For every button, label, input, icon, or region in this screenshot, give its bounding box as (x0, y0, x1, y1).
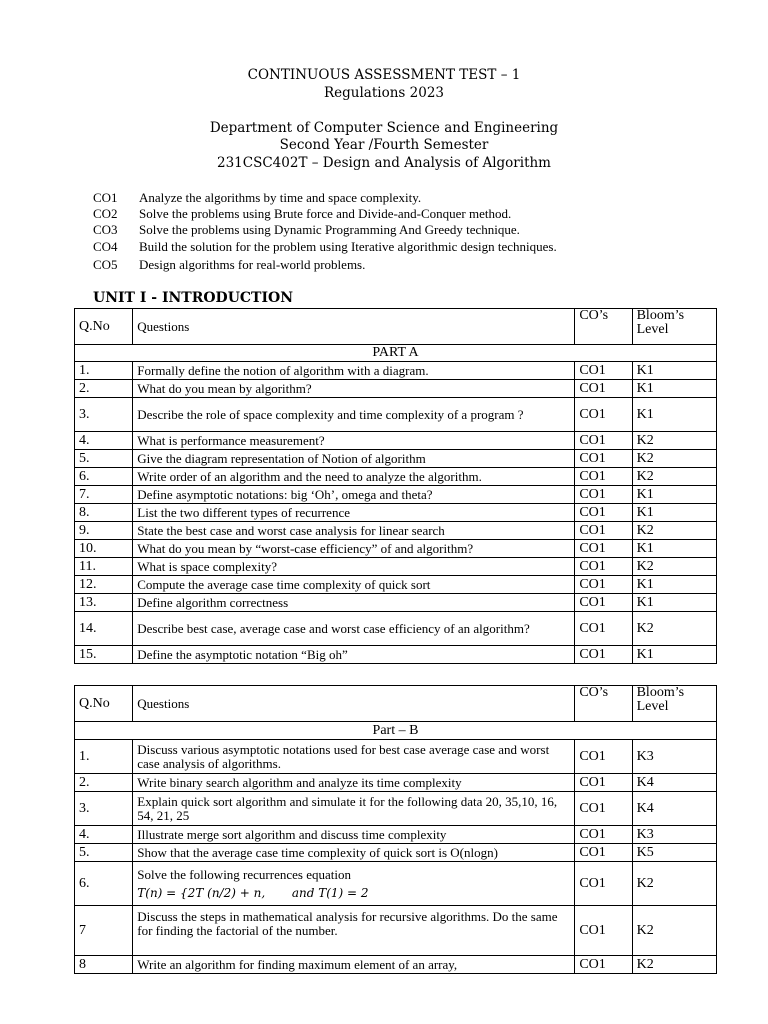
q-number: 4. (75, 826, 133, 844)
co-cell: CO1 (575, 740, 632, 774)
table-header-row (75, 309, 717, 345)
bloom-cell: K1 (632, 504, 716, 522)
co-cell: CO1 (575, 504, 632, 522)
co-cell: CO1 (575, 540, 632, 558)
co-cell: CO1 (575, 956, 632, 974)
question-text: Formally define the notion of algorithm with a diagram. (133, 362, 575, 380)
question-line: Solve the following recurrences equation (137, 866, 351, 882)
table-row (75, 844, 717, 862)
q-number: 11. (75, 558, 133, 576)
bloom-cell: K1 (632, 398, 716, 432)
regulations: Regulations 2023 (324, 85, 444, 101)
bloom-cell: K1 (632, 540, 716, 558)
bloom-cell: K3 (632, 740, 716, 774)
q-number: 4. (75, 432, 133, 450)
department: Department of Computer Science and Engineering (209, 120, 559, 136)
question-text (133, 862, 575, 906)
q-number: 13. (75, 594, 133, 612)
bloom-cell: K5 (632, 844, 716, 862)
question-text: Define asymptotic notations: big ‘Oh’, omega and theta? (133, 486, 575, 504)
question-text: Compute the average case time complexity of quick sort (133, 576, 575, 594)
co-cell: CO1 (575, 398, 632, 432)
bloom-cell: K2 (632, 612, 716, 646)
bloom-cell: K2 (632, 558, 716, 576)
table-row (75, 646, 717, 664)
test-title: CONTINUOUS ASSESSMENT TEST – 1 (247, 67, 521, 83)
table-row (75, 956, 717, 974)
co-item: CO5 Design algorithms for real-world problems. (93, 257, 366, 272)
table-row (75, 862, 717, 906)
co-cell: CO1 (575, 646, 632, 664)
q-number: 14. (75, 612, 133, 646)
co-cell: CO1 (575, 558, 632, 576)
co-cell: CO1 (575, 594, 632, 612)
co-item: CO3 Solve the problems using Dynamic Programming And Greedy technique. (93, 222, 520, 237)
co-item: CO1 Analyze the algorithms by time and space complexity. (93, 190, 422, 205)
q-number: 8 (75, 956, 133, 974)
header-qno: Q.No (75, 686, 133, 722)
header-qno: Q.No (75, 309, 133, 345)
header-questions: Questions (133, 309, 575, 345)
table-row (75, 594, 717, 612)
table-row (75, 468, 717, 486)
bloom-cell: K3 (632, 826, 716, 844)
question-text: State the best case and worst case analysis for linear search (133, 522, 575, 540)
bloom-cell: K4 (632, 792, 716, 826)
bloom-cell: K1 (632, 594, 716, 612)
bloom-cell: K2 (632, 862, 716, 906)
course-title: 231CSC402T – Design and Analysis of Algorithm (217, 155, 551, 171)
bloom-cell: K1 (632, 576, 716, 594)
header-questions: Questions (133, 686, 575, 722)
bloom-cell: K2 (632, 468, 716, 486)
bloom-cell: K2 (632, 956, 716, 974)
co-cell: CO1 (575, 486, 632, 504)
question-text: Give the diagram representation of Notion of algorithm (133, 450, 575, 468)
table-row (75, 826, 717, 844)
question-text: What do you mean by “worst-case efficiency” of and algorithm? (133, 540, 575, 558)
bloom-cell: K1 (632, 646, 716, 664)
question-text: List the two different types of recurrence (133, 504, 575, 522)
q-number: 1. (75, 740, 133, 774)
q-number: 2. (75, 774, 133, 792)
q-number: 2. (75, 380, 133, 398)
co-cell: CO1 (575, 792, 632, 826)
table-row (75, 540, 717, 558)
header-blooms: Bloom’s Level (632, 686, 716, 722)
header-cos: CO’s (575, 686, 632, 722)
co-item: CO2 Solve the problems using Brute force and Divide-and-Conquer method. (93, 206, 512, 221)
q-number: 9. (75, 522, 133, 540)
q-number: 5. (75, 450, 133, 468)
question-text: Define the asymptotic notation “Big oh” (133, 646, 575, 664)
question-text: Define algorithm correctness (133, 594, 575, 612)
year-semester: Second Year /Fourth Semester (279, 137, 489, 153)
question-text: Describe the role of space complexity and time complexity of a program ? (133, 398, 575, 432)
table-row (75, 486, 717, 504)
bloom-cell: K4 (632, 774, 716, 792)
co-cell: CO1 (575, 432, 632, 450)
co-cell: CO1 (575, 774, 632, 792)
q-number: 12. (75, 576, 133, 594)
bloom-cell: K1 (632, 486, 716, 504)
table-row (75, 362, 717, 380)
question-text: What is performance measurement? (133, 432, 575, 450)
table-row (75, 522, 717, 540)
question-text: Write binary search algorithm and analyze its time complexity (133, 774, 575, 792)
table-row (75, 774, 717, 792)
co-cell: CO1 (575, 576, 632, 594)
header-blooms: Bloom’s Level (632, 309, 716, 345)
question-text: Show that the average case time complexity of quick sort is O(nlogn) (133, 844, 575, 862)
co-cell: CO1 (575, 522, 632, 540)
question-text: Describe best case, average case and worst case efficiency of an algorithm? (133, 612, 575, 646)
part-label-row (75, 345, 717, 362)
part-b-table (74, 685, 717, 974)
part-a-label: PART A (75, 345, 717, 362)
question-text: What do you mean by algorithm? (133, 380, 575, 398)
co-cell: CO1 (575, 468, 632, 486)
co-cell: CO1 (575, 362, 632, 380)
bloom-cell: K1 (632, 362, 716, 380)
q-number: 8. (75, 504, 133, 522)
co-cell: CO1 (575, 906, 632, 956)
bloom-cell: K1 (632, 380, 716, 398)
co-cell: CO1 (575, 450, 632, 468)
question-text: Discuss the steps in mathematical analysis for recursive algorithms. Do the same for finding the factorial of the number. (133, 906, 575, 956)
table-row (75, 792, 717, 826)
table-row (75, 450, 717, 468)
q-number: 3. (75, 792, 133, 826)
bloom-cell: K2 (632, 432, 716, 450)
bloom-cell: K2 (632, 522, 716, 540)
co-cell: CO1 (575, 826, 632, 844)
table-row (75, 398, 717, 432)
part-b-label: Part – B (75, 722, 717, 740)
table-row (75, 432, 717, 450)
co-cell: CO1 (575, 844, 632, 862)
table-row (75, 504, 717, 522)
question-text: Write an algorithm for finding maximum element of an array, (133, 956, 575, 974)
table-row (75, 740, 717, 774)
q-number: 10. (75, 540, 133, 558)
question-text: Discuss various asymptotic notations used for best case average case and worst case analysis of algorithms. (133, 740, 575, 774)
q-number: 7 (75, 906, 133, 956)
q-number: 7. (75, 486, 133, 504)
part-label-row (75, 722, 717, 740)
part-a-table (74, 308, 717, 664)
q-number: 15. (75, 646, 133, 664)
q-number: 5. (75, 844, 133, 862)
bloom-cell: K2 (632, 450, 716, 468)
co-cell: CO1 (575, 380, 632, 398)
q-number: 6. (75, 862, 133, 906)
header-cos: CO’s (575, 309, 632, 345)
unit-title: UNIT I - INTRODUCTION (93, 290, 293, 306)
bloom-cell: K2 (632, 906, 716, 956)
question-text: Illustrate merge sort algorithm and discuss time complexity (133, 826, 575, 844)
table-row (75, 906, 717, 956)
table-header-row (75, 686, 717, 722)
co-cell: CO1 (575, 862, 632, 906)
table-row (75, 558, 717, 576)
table-row (75, 612, 717, 646)
table-row (75, 380, 717, 398)
table-row (75, 576, 717, 594)
co-cell: CO1 (575, 612, 632, 646)
question-text: Write order of an algorithm and the need to analyze the algorithm. (133, 468, 575, 486)
q-number: 6. (75, 468, 133, 486)
q-number: 1. (75, 362, 133, 380)
recurrence-equation: T(n) = {2T (n/2) + n, and T(1) = 2 (137, 885, 369, 900)
co-item: CO4 Build the solution for the problem using Iterative algorithmic design techniques. (93, 239, 557, 254)
question-text: Explain quick sort algorithm and simulate it for the following data 20, 35,10, 16, 54, 21, 25 (133, 792, 575, 826)
question-text: What is space complexity? (133, 558, 575, 576)
q-number: 3. (75, 398, 133, 432)
